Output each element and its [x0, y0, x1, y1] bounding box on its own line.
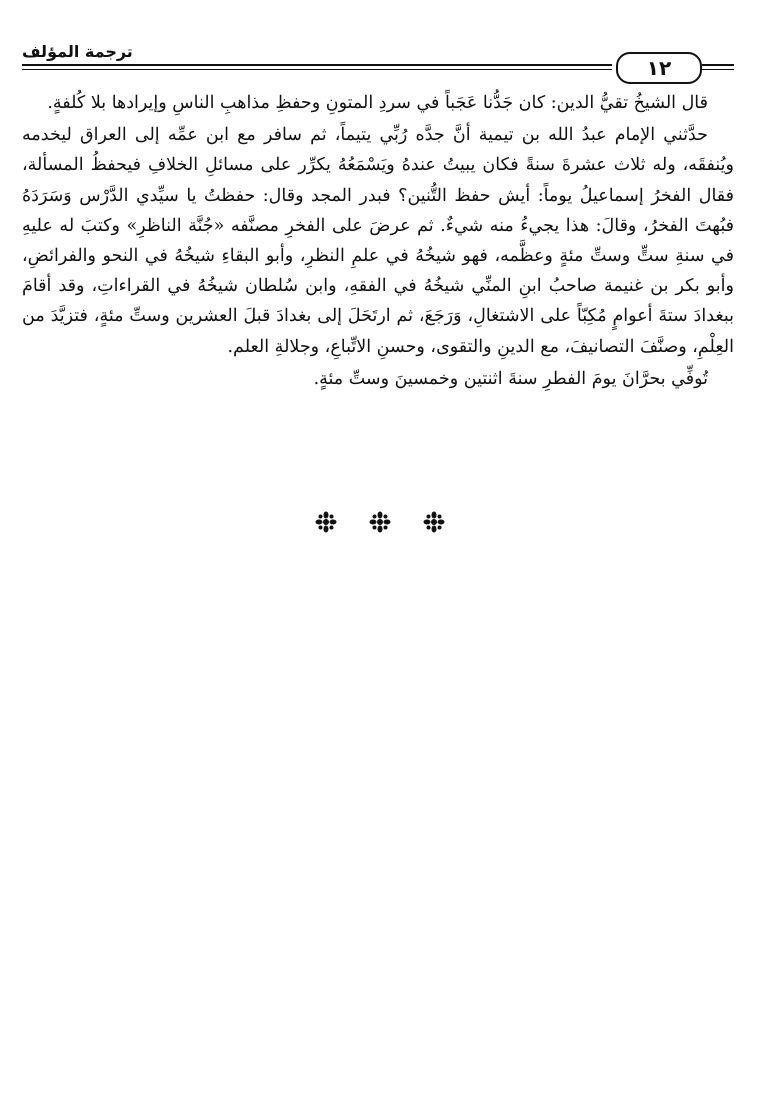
section-end-ornaments: [315, 510, 445, 534]
running-title: ترجمة المؤلف: [22, 42, 133, 61]
body-text: [22, 88, 734, 396]
paragraph: تُوفِّي بحرَّانَ يومَ الفطرِ سنةَ اثنتين وخمسينَ وستِّ مئةٍ.: [313, 368, 708, 389]
paragraph: حدَّثني الإمام عبدُ الله بن تيمية أنَّ جدَّه رُبِّي يتيماً، ثم سافر مع ابن عمِّه إلى العراق ليخدمه ويُنفقَه، وله ثلاث عشرةَ سنةً فكان يبيتُ عندهُ ويَسْمَعُهُ يكرِّر على مسائلِ الخلافِ فيحفظُ المسألة، فقال الفخرُ إسماعيلُ يوماً: أيش حفظ التُّنين؟ فبدر المجد وقال: حفظتُ يا سيِّدي الدَّرْس وَسَرَدَهُ فبُهتَ الفخرُ، وقالَ: هذا يجيءُ منه شيءٌ. ثم عرضَ على الفخرِ مصنَّفه «جُنَّة الناظرِ» وكتبَ له عليهِ في سنةِ ستٍّ وستِّ مئةٍ وعظَّمه، فهو شيخُهُ في علمِ النظرِ، وأبو البقاءِ شيخُهُ في النحو والفرائضِ، وأبو بكر بن غنيمة صاحبُ ابنِ المنِّي شيخُهُ في الفقهِ، وابن سُلطان شيخُهُ في القراءاتِ، وقد أقامَ ببغدادَ ستةَ أعوامٍ مُكِبّاً على الاشتغالِ، وَرَجَعَ، ثم ارتَحَلَ إلى بغدادَ قبلَ العشرين وستِّ مئةٍ، فتزيَّدَ من العِلْمِ، وصنَّفَ التصانيفَ، مع الدينِ والتقوى، وحسنِ الاتِّباعِ، وجلالةِ العلم.: [22, 125, 734, 357]
page-header: [22, 40, 734, 84]
header-rule-right: [702, 64, 734, 66]
page-number: ١٢: [616, 52, 702, 84]
floral-ornament-icon: [423, 511, 445, 533]
floral-ornament-icon: [369, 511, 391, 533]
paragraph: قال الشيخُ تقيُّ الدين: كان جَدُّنا عَجَباً في سردِ المتونِ وحفظِ مذاهبِ الناسِ وإيرادها بلا كُلفةٍ.: [47, 93, 708, 113]
header-rule-thin: [22, 69, 612, 70]
header-rule-right-thin: [702, 69, 734, 70]
header-rule: [22, 64, 612, 66]
floral-ornament-icon: [315, 511, 337, 533]
